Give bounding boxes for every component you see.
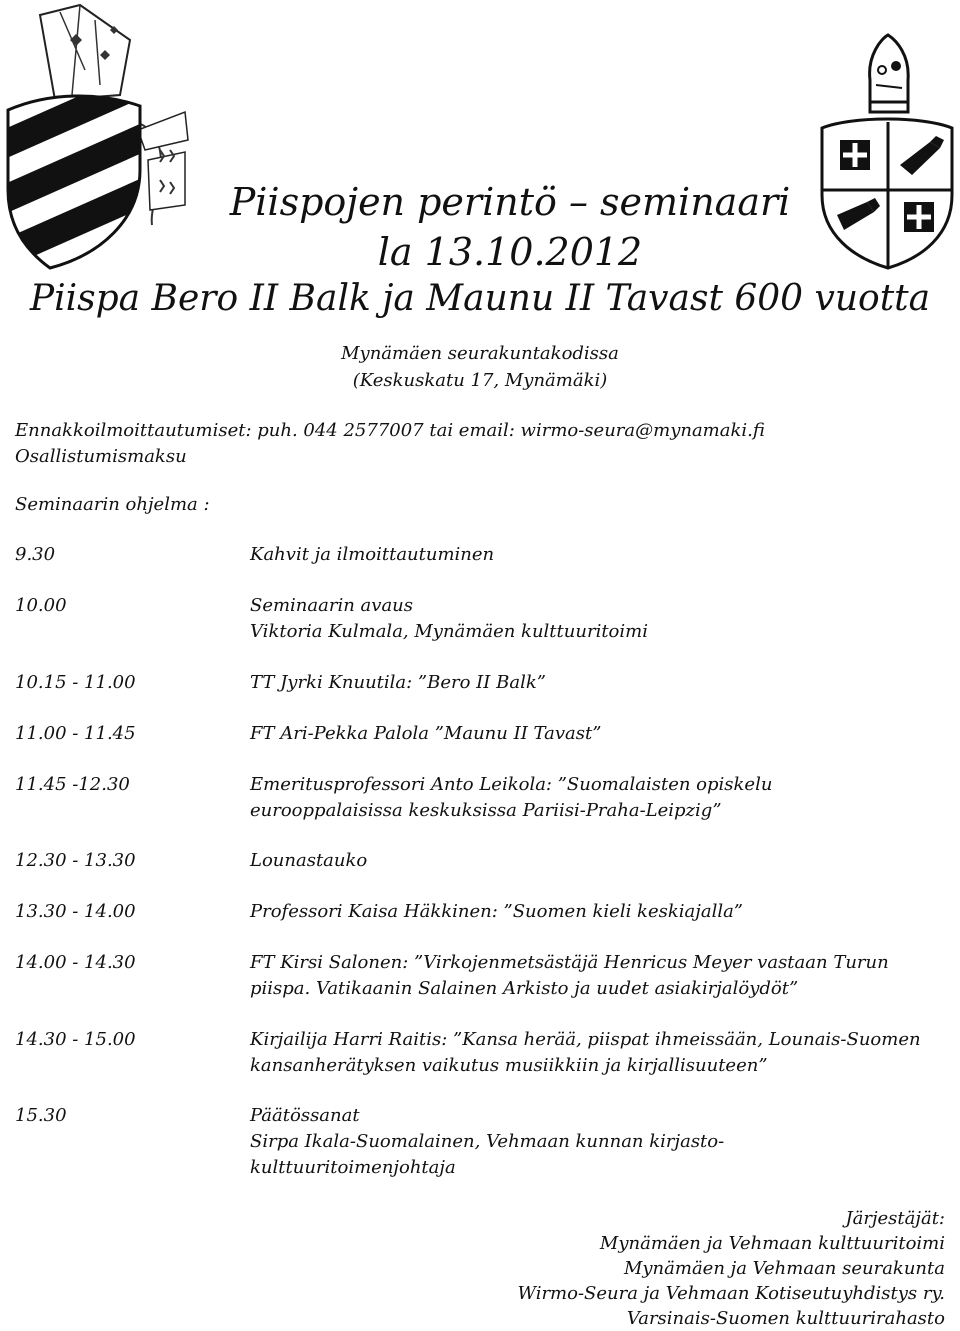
- venue-address: (Keskuskatu 17, Mynämäki): [352, 370, 608, 391]
- program-desc: [250, 899, 950, 925]
- program-time: 11.45 -12.30: [15, 774, 130, 795]
- event-title: Piispojen perintö – seminaari: [229, 180, 791, 224]
- program-time: 9.30: [15, 544, 56, 565]
- organizer-item: Varsinais-Suomen kulttuurirahasto: [626, 1308, 945, 1329]
- organizer-item: Mynämäen ja Vehmaan kulttuuritoimi: [599, 1233, 945, 1254]
- program-desc: [250, 950, 950, 1002]
- program-desc-line: Viktoria Kulmala, Mynämäen kulttuuritoimi: [250, 621, 648, 642]
- program-time: 14.30 - 15.00: [15, 1029, 136, 1050]
- venue-name: Mynämäen seurakuntakodissa: [341, 343, 619, 364]
- program-desc-line: FT Ari-Pekka Palola ”Maunu II Tavast”: [250, 723, 602, 744]
- program-time: 12.30 - 13.30: [15, 850, 136, 871]
- organizer-item: Wirmo-Seura ja Vehmaan Kotiseutuyhdistys ry.: [517, 1283, 945, 1304]
- program-desc: [250, 593, 950, 645]
- program-time: 10.15 - 11.00: [15, 672, 136, 693]
- program-desc-line: TT Jyrki Knuutila: ”Bero II Balk”: [250, 672, 546, 693]
- program-time: 13.30 - 14.00: [15, 901, 136, 922]
- program-desc: [250, 1027, 950, 1079]
- program-desc: [250, 1103, 950, 1181]
- program-desc: [250, 848, 950, 874]
- program-desc-line: Lounastauko: [250, 850, 368, 871]
- program-heading: Seminaarin ohjelma :: [15, 494, 210, 515]
- program-desc: [250, 670, 950, 696]
- program-desc: [250, 721, 950, 747]
- program-desc-line: Professori Kaisa Häkkinen: ”Suomen kieli keskiajalla”: [250, 901, 744, 922]
- fee-info: Osallistumismaksu: [15, 446, 187, 467]
- program-desc-line: Kahvit ja ilmoittautuminen: [250, 544, 495, 565]
- organizers-heading: Järjestäjät:: [845, 1208, 945, 1229]
- program-desc-line: kulttuuritoimenjohtaja: [250, 1157, 456, 1178]
- organizer-item: Mynämäen ja Vehmaan seurakunta: [623, 1258, 945, 1279]
- program-desc-line: Kirjailija Harri Raitis: ”Kansa herää, piispat ihmeissään, Lounais-Suomen: [250, 1029, 921, 1050]
- registration-info: Ennakkoilmoittautumiset: puh. 044 2577007 tai email: wirmo-seura@mynamaki.fi: [15, 420, 765, 441]
- program-desc-line: Emeritusprofessori Anto Leikola: ”Suomalaisten opiskelu: [250, 774, 773, 795]
- program-desc-line: eurooppalaisissa keskuksissa Pariisi-Praha-Leipzig”: [250, 800, 722, 821]
- program-desc-line: piispa. Vatikaanin Salainen Arkisto ja uudet asiakirjalöydöt”: [250, 978, 799, 999]
- program-desc-line: kansanherätyksen vaikutus musiikkiin ja kirjallisuuteen”: [250, 1055, 768, 1076]
- event-subtitle: Piispa Bero II Balk ja Maunu II Tavast 600 vuotta: [29, 278, 931, 319]
- program-desc: [250, 772, 950, 824]
- program-desc: [250, 542, 950, 568]
- program-time: 10.00: [15, 595, 67, 616]
- program-time: 14.00 - 14.30: [15, 952, 136, 973]
- program-time: 15.30: [15, 1105, 67, 1126]
- program-desc-line: Päätössanat: [250, 1105, 360, 1126]
- program-desc-line: Seminaarin avaus: [250, 595, 414, 616]
- program-desc-line: FT Kirsi Salonen: ”Virkojenmetsästäjä Henricus Meyer vastaan Turun: [250, 952, 889, 973]
- program-desc-line: Sirpa Ikala-Suomalainen, Vehmaan kunnan kirjasto-: [250, 1131, 725, 1152]
- program-time: 11.00 - 11.45: [15, 723, 136, 744]
- organizers: [345, 1206, 945, 1331]
- event-date: la 13.10.2012: [377, 230, 643, 274]
